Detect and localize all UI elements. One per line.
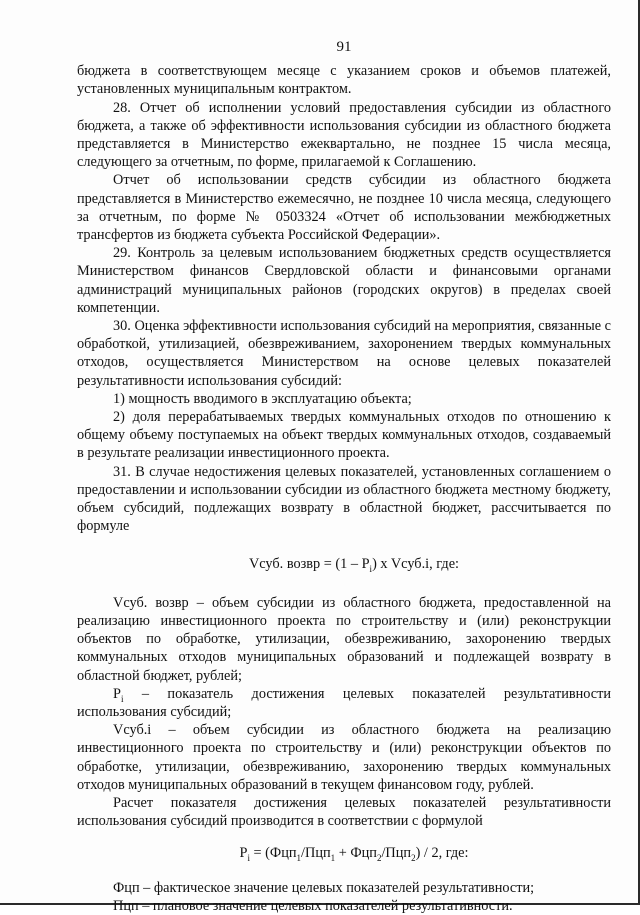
page-number: 91 bbox=[336, 39, 352, 55]
definition-vsub-i: Vсуб.i – объем субсидии из областного бюджета на реализацию инвестиционного проекта по строительству и (или) реконструкции объектов по обработке, утилизации, обезвреживанию, захоронению твердых коммунальных отходов муниципальных образований в текущем финансовом году, рублей. bbox=[77, 722, 611, 793]
formula-indicator-pcp2: /Пцп bbox=[381, 845, 412, 862]
definition-fcp: Фцп – фактическое значение целевых показателей результативности; bbox=[113, 879, 535, 896]
paragraph-30: 30. Оценка эффективности использования субсидий на мероприятия, связанные с обработкой, утилизацией, обезвреживанием, захоронением твердых коммунальных отходов, осуществляется Министерством на основе целевых показателей результативности использования субсидий: bbox=[77, 318, 611, 389]
formula-refund-part-b: ) x Vсуб.i, где: bbox=[372, 556, 460, 573]
formula-indicator-sub-i: i bbox=[247, 853, 250, 864]
paragraph-29: 29. Контроль за целевым использованием бюджетных средств осуществляется Министерством финансов Свердловской области и финансовыми органами администраций муниципальных районов (городских округов) в пределах своей компетенции. bbox=[77, 245, 611, 316]
formula-indicator-sub-2b: 2 bbox=[411, 853, 416, 864]
definition-pi bbox=[77, 685, 611, 721]
formula-indicator-p: P bbox=[239, 845, 248, 862]
definition-pcp: Пцп – плановое значение целевых показателей результативности. bbox=[113, 897, 513, 914]
definition-pi-symbol: P bbox=[113, 685, 121, 702]
formula-indicator-sub-1b: 1 bbox=[330, 853, 336, 864]
formula-refund bbox=[77, 555, 611, 573]
formula-refund-sub: i bbox=[369, 564, 373, 575]
document-body bbox=[77, 38, 611, 915]
formula-indicator bbox=[77, 844, 611, 862]
definition-vsub-vozvr: Vсуб. возвр – объем субсидии из областного бюджета, предоставленной на реализацию инвестиционного проекта по строительству и (или) реконструкции объектов по обработке, утилизации, обезвреживанию, захоронению твердых коммунальных отходов муниципальных образований и подлежащей возврату в областной бюджет, рублей; bbox=[77, 594, 611, 684]
paragraph-28-report: Отчет об использовании средств субсидии из областного бюджета представляется в Министерство ежемесячно, не позднее 10 числа месяца, следующего за отчетным, по форме № 0503324 «Отчет об использовании межбюджетных трансфертов из бюджета субъекта Российской Федерации». bbox=[77, 172, 611, 244]
paragraph-31: 31. В случае недостижения целевых показателей, установленных соглашением о предоставлении и использовании субсидии из областного бюджета местному бюджету, объем субсидий, подлежащих возврату в областной бюджет, рассчитывается по формуле bbox=[77, 463, 611, 535]
paragraph-30-item-2: 2) доля перерабатываемых твердых коммунальных отходов по отношению к общему объему поступаемых на объект твердых коммунальных отходов, создаваемый в результате реализации инвестиционного проекта. bbox=[77, 409, 611, 462]
formula-indicator-sub-1a: 1 bbox=[296, 853, 302, 864]
formula-indicator-sub-2a: 2 bbox=[376, 853, 382, 864]
formula-indicator-end: ) / 2, где: bbox=[415, 845, 469, 862]
paragraph-calc: Расчет показателя достижения целевых показателей результативности использования субсидий производится в соответствии с формулой bbox=[77, 794, 611, 830]
formula-indicator-pcp1: /Пцп bbox=[301, 845, 331, 862]
paragraph-28: 28. Отчет об исполнении условий предоставления субсидии из областного бюджета, а также об эффективности использования субсидии из областного бюджета представляется в Министерство ежеквартально, не позднее 15 числа месяца, следующего за отчетным, по форме, прилагаемой к Соглашению. bbox=[77, 99, 611, 171]
definition-pi-text: – показатель достижения целевых показателей результативности использования субсидий; bbox=[77, 685, 611, 720]
formula-indicator-fcp2: + Фцп bbox=[335, 845, 377, 862]
paragraph-continuation: бюджета в соответствующем месяце с указанием сроков и объемов платежей, установленных муниципальным контрактом. bbox=[77, 63, 611, 98]
formula-indicator-fcp1: = (Фцп bbox=[249, 845, 297, 862]
definition-pi-sub: i bbox=[120, 693, 124, 704]
formula-refund-part-a: Vсуб. возвр = (1 – P bbox=[248, 556, 370, 573]
paragraph-30-item-1: 1) мощность вводимого в эксплуатацию объекта; bbox=[113, 390, 412, 407]
